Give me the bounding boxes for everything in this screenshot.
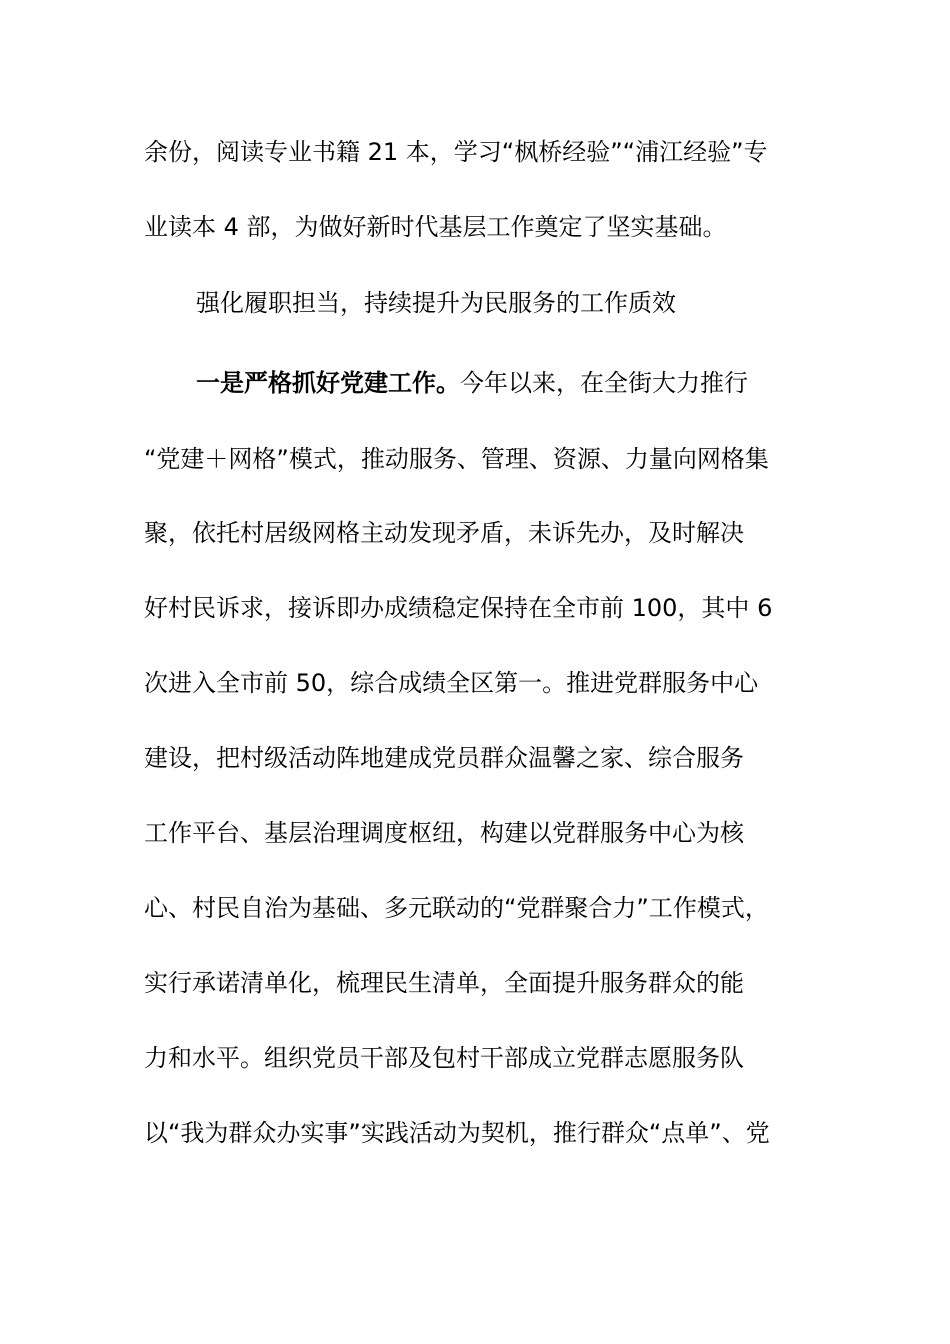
paragraph-line: 建设，把村级活动阵地建成党员群众温馨之家、综合服务 bbox=[144, 744, 744, 772]
paragraph-line: 实行承诺清单化，梳理民生清单，全面提升服务群众的能 bbox=[144, 969, 744, 997]
paragraph-line: 业读本 4 部，为做好新时代基层工作奠定了坚实基础。 bbox=[144, 213, 727, 241]
paragraph-line: 次进入全市前 50，综合成绩全区第一。推进党群服务中心 bbox=[144, 669, 759, 697]
paragraph-line: 心、村民自治为基础、多元联动的“党群聚合力”工作模式， bbox=[144, 894, 769, 922]
paragraph-line bbox=[196, 366, 814, 400]
paragraph-line: 聚，依托村居级网格主动发现矛盾，未诉先办，及时解决 bbox=[144, 519, 744, 547]
paragraph-line: 余份，阅读专业书籍 21 本，学习“枫桥经验”“浦江经验”专 bbox=[144, 138, 768, 166]
paragraph-line: 力和水平。组织党员干部及包村干部成立党群志愿服务队 bbox=[144, 1044, 744, 1072]
section-heading: 强化履职担当，持续提升为民服务的工作质效 bbox=[196, 289, 676, 317]
paragraph-text: 今年以来，在全街大力推行 bbox=[460, 369, 748, 397]
lead-bold-text: 一是严格抓好党建工作。 bbox=[196, 369, 460, 397]
paragraph-line: 好村民诉求，接诉即办成绩稳定保持在全市前 100，其中 6 bbox=[144, 594, 773, 622]
paragraph-line: 以“我为群众办实事”实践活动为契机，推行群众“点单”、党 bbox=[144, 1119, 770, 1147]
paragraph-line: “党建＋网格”模式，推动服务、管理、资源、力量向网格集 bbox=[144, 445, 769, 473]
paragraph-line: 工作平台、基层治理调度枢纽，构建以党群服务中心为核 bbox=[144, 819, 744, 847]
